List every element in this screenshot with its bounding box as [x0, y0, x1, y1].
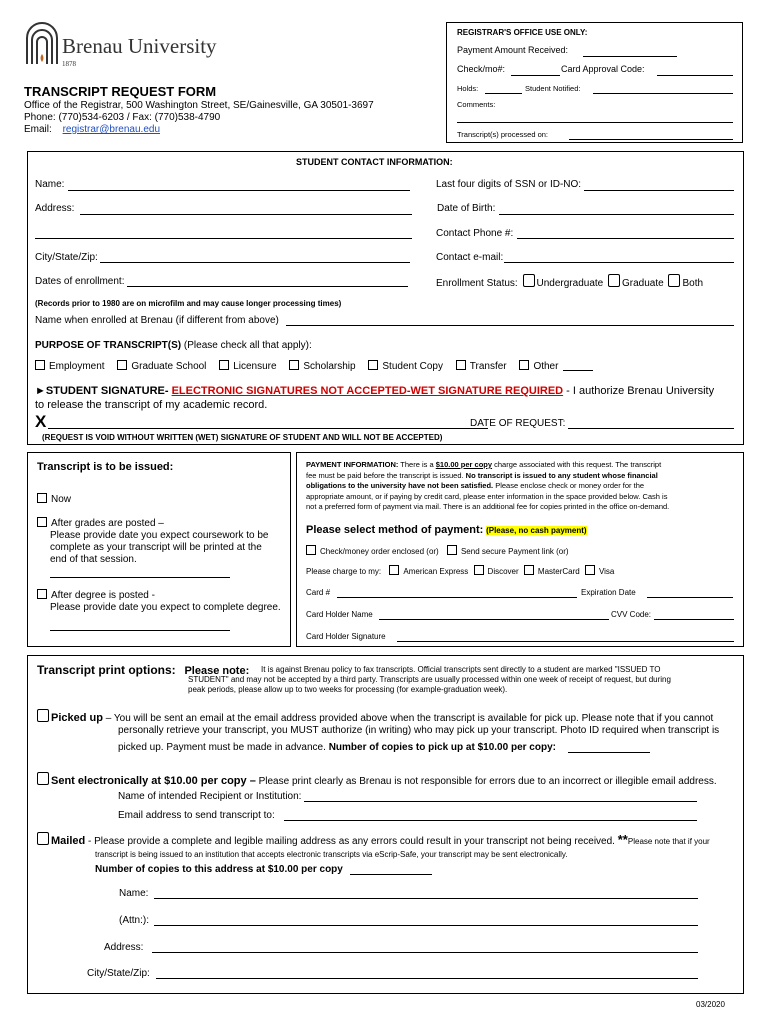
university-logo — [24, 20, 229, 70]
contact-phone-label: Contact Phone #: — [436, 228, 514, 239]
after-degree-date-field[interactable] — [50, 630, 230, 631]
mail-address-label: Address: — [104, 942, 144, 953]
pickup-text-3-row — [118, 742, 556, 753]
date-of-request-field[interactable] — [568, 428, 734, 429]
electronic-checkbox[interactable] — [37, 772, 49, 785]
dates-enrollment-label: Dates of enrollment: — [35, 276, 125, 287]
payment-info — [306, 460, 738, 513]
both-checkbox[interactable] — [668, 274, 680, 287]
visa-checkbox[interactable] — [585, 565, 595, 575]
payment-info-text: charge associated with this request. The transcript — [492, 460, 662, 469]
after-degree-checkbox[interactable] — [37, 589, 47, 599]
card-number-label: Card # — [306, 588, 331, 597]
now-option — [37, 493, 71, 505]
purpose-title: PURPOSE OF TRANSCRIPT(S) — [35, 340, 182, 351]
employment-label: Employment — [49, 361, 105, 372]
print-note-line: It is against Brenau policy to fax transcripts. Official transcripts sent directly to a student are marked "ISSUED TO — [261, 665, 661, 674]
mailed-label: Mailed — [51, 835, 86, 847]
fee-amount: $10.00 per copy — [435, 460, 493, 469]
registrar-phone: Phone: (770)534-6203 / Fax: (770)538-4790 — [24, 112, 221, 123]
contact-title: STUDENT CONTACT INFORMATION: — [296, 157, 453, 167]
print-options-title: Transcript print options: — [37, 663, 176, 677]
amex-label: American Express — [403, 567, 469, 576]
amex-checkbox[interactable] — [389, 565, 399, 575]
student-notified-label: Student Notified: — [525, 84, 581, 93]
after-grades-label: After grades are posted – — [51, 518, 164, 529]
registrar-email-row — [24, 124, 160, 135]
purpose-instruction: (Please check all that apply): — [183, 340, 312, 351]
other-label: Other — [533, 361, 559, 372]
payment-info-text: appropriate amount, or if paying by credit card, please enter information in the space provided below. Cash is — [306, 491, 668, 501]
transfer-checkbox[interactable] — [456, 360, 466, 370]
pickup-copies-label: Number of copies to pick up at $10.00 per copy: — [328, 742, 556, 753]
graduate-school-label: Graduate School — [131, 361, 207, 372]
card-approval-line[interactable] — [657, 75, 733, 76]
check-line[interactable] — [511, 75, 560, 76]
employment-checkbox[interactable] — [35, 360, 45, 370]
now-label: Now — [51, 494, 72, 505]
processed-on-label: Transcript(s) processed on: — [457, 130, 549, 139]
other-field[interactable] — [563, 370, 593, 371]
email-send-field[interactable] — [284, 820, 697, 821]
mail-city-state-zip-label: City/State/Zip: — [87, 968, 150, 979]
mail-name-field[interactable] — [154, 898, 698, 899]
please-note-label: Please note: — [184, 665, 250, 677]
payment-info-text: Please enclose check or money order for the — [493, 481, 645, 490]
after-grades-date-field[interactable] — [50, 577, 230, 578]
payment-warning: No transcript is issued to any student whose financial — [465, 470, 658, 480]
no-cash-note: (Please, no cash payment) — [486, 526, 587, 535]
electronic-row — [37, 772, 717, 787]
undergraduate-checkbox[interactable] — [523, 274, 535, 287]
void-note: (REQUEST IS VOID WITHOUT WRITTEN (WET) SIGNATURE OF STUDENT AND WILL NOT BE ACCEPTED) — [42, 433, 443, 442]
other-checkbox[interactable] — [519, 360, 529, 370]
pickup-copies-field[interactable] — [568, 752, 650, 753]
name-field[interactable] — [68, 190, 410, 191]
recipient-label: Name of intended Recipient or Institution: — [118, 791, 302, 802]
signature-prefix: ►STUDENT SIGNATURE- — [35, 385, 169, 397]
mailed-row — [37, 832, 710, 847]
check-enclosed-label: Check/money order enclosed (or) — [320, 547, 439, 556]
send-link-label: Send secure Payment link (or) — [460, 547, 569, 556]
payment-received-label: Payment Amount Received: — [457, 45, 569, 55]
registrar-email-link[interactable]: registrar@brenau.edu — [62, 124, 161, 135]
after-grades-checkbox[interactable] — [37, 517, 47, 527]
comments-line[interactable] — [457, 122, 733, 123]
issue-box — [27, 452, 291, 647]
check-row — [457, 64, 505, 74]
comments-label: Comments: — [457, 100, 496, 109]
city-state-zip-label: City/State/Zip: — [35, 252, 98, 263]
print-note-line: STUDENT" and may not be accepted by a third party. Transcripts are usually processed within one week of receipt of request, but during — [188, 675, 671, 684]
student-contact-box — [27, 151, 744, 445]
send-link-checkbox[interactable] — [447, 545, 457, 555]
discover-label: Discover — [487, 567, 519, 576]
student-copy-label: Student Copy — [382, 361, 443, 372]
scholarship-label: Scholarship — [303, 361, 356, 372]
cvv-label: CVV Code: — [611, 610, 652, 619]
licensure-checkbox[interactable] — [219, 360, 229, 370]
address-line-2[interactable] — [35, 238, 412, 239]
payment-info-text: There is a — [398, 460, 436, 469]
electronic-text: Please print clearly as Brenau is not responsible for errors due to an incorrect or illegible email address. — [255, 776, 717, 787]
mailed-stars: ** — [617, 832, 628, 847]
pickup-text: – You will be sent an email at the email address provided above when the transcript is available for pick up. Please note that if you cannot — [102, 713, 714, 724]
payment-info-label: PAYMENT INFORMATION: — [306, 460, 399, 469]
arch-logo-icon — [24, 20, 60, 66]
licensure-label: Licensure — [233, 361, 277, 372]
address-label: Address: — [35, 203, 75, 214]
after-grades-desc-1: Please provide date you expect coursework to be — [50, 530, 269, 541]
office-use-box — [446, 22, 743, 143]
mail-copies-label: Number of copies to this address at $10.00 per copy — [95, 864, 343, 875]
holder-sig-label: Card Holder Signature — [306, 632, 386, 641]
signature-x-mark: X — [35, 412, 47, 431]
scholarship-checkbox[interactable] — [289, 360, 299, 370]
cvv-field[interactable] — [654, 619, 734, 620]
card-approval-label: Card Approval Code: — [561, 64, 645, 74]
holder-name-label: Card Holder Name — [306, 610, 373, 619]
pickup-text-2: personally retrieve your transcript, you MUST authorize (in writing) who may pick up your transcript. Photo ID required when transcript is — [118, 725, 720, 736]
university-name: Brenau University — [62, 34, 217, 58]
mailed-note-2: transcript is being issued to an institution that accepts electronic transcripts via eScrip-Safe, your transcript may be sent electronically. — [95, 850, 568, 859]
signature-text-2: to release the transcript of my academic record. — [35, 399, 268, 411]
mail-name-label: Name: — [119, 888, 149, 899]
dates-enrollment-field[interactable] — [127, 286, 408, 287]
holds-label: Holds: — [457, 84, 479, 93]
pickup-label: Picked up — [51, 712, 103, 724]
pickup-checkbox[interactable] — [37, 709, 49, 722]
after-degree-desc: Please provide date you expect to complete degree. — [50, 602, 281, 613]
contact-email-field[interactable] — [504, 262, 734, 263]
processed-on-line[interactable] — [569, 139, 733, 140]
discover-checkbox[interactable] — [474, 565, 484, 575]
microfilm-note: (Records prior to 1980 are on microfilm and may cause longer processing times) — [35, 299, 342, 308]
address-field[interactable] — [80, 214, 412, 215]
form-title: TRANSCRIPT REQUEST FORM — [24, 84, 217, 99]
payment-info-text: not a preferred form of payment via mail. There is an additional fee for copies printed in the office on-demand. — [306, 502, 670, 511]
mail-copies-field[interactable] — [350, 874, 432, 875]
after-grades-desc-3: end of that session. — [50, 554, 137, 565]
method-options — [306, 545, 569, 556]
electronic-label: Sent electronically at $10.00 per copy – — [51, 775, 256, 787]
holder-name-field[interactable] — [379, 619, 609, 620]
after-degree-label: After degree is posted - — [51, 590, 155, 601]
student-copy-checkbox[interactable] — [368, 360, 378, 370]
both-label: Both — [682, 278, 704, 289]
print-note-line: peak periods, please allow up to two weeks for processing (for example-graduation week). — [188, 685, 508, 694]
mail-attn-label: (Attn:): — [119, 915, 150, 926]
after-degree-option — [37, 589, 155, 601]
founding-year: 1878 — [62, 60, 76, 68]
registrar-address: Office of the Registrar, 500 Washington Street, SE/Gainesville, GA 30501-3697 — [24, 100, 374, 111]
check-enclosed-checkbox[interactable] — [306, 545, 316, 555]
enrollment-status-label: Enrollment Status: — [436, 278, 518, 289]
mail-city-state-zip-field[interactable] — [156, 978, 698, 979]
payment-received-row — [457, 45, 568, 55]
purpose-options — [35, 360, 558, 372]
mailed-note: Please note that if your — [627, 837, 710, 846]
method-title-row — [306, 524, 587, 536]
form-revision-date: 03/2020 — [696, 1000, 725, 1009]
name-label: Name: — [35, 179, 65, 190]
undergraduate-label: Undergraduate — [536, 278, 604, 289]
ssn-label: Last four digits of SSN or ID-NO: — [436, 179, 582, 190]
payment-received-line[interactable] — [583, 56, 677, 57]
holder-sig-field[interactable] — [397, 641, 734, 642]
payment-warning: obligations to the university have not been satisfied. — [306, 481, 494, 490]
check-label: Check/mo#: — [457, 64, 506, 74]
charge-to-label: Please charge to my: — [306, 567, 382, 576]
graduate-checkbox[interactable] — [608, 274, 620, 287]
graduate-school-checkbox[interactable] — [117, 360, 127, 370]
payment-box — [296, 452, 744, 647]
pickup-text-3: picked up. Payment must be made in advance. — [118, 742, 329, 753]
office-use-title: REGISTRAR'S OFFICE USE ONLY: — [457, 28, 588, 37]
issue-title: Transcript is to be issued: — [37, 461, 174, 473]
recipient-field[interactable] — [304, 801, 697, 802]
card-number-field[interactable] — [337, 597, 577, 598]
payment-info-text: fee must be paid before the transcript is issued. — [306, 470, 466, 480]
now-checkbox[interactable] — [37, 493, 47, 503]
print-options-box — [27, 655, 744, 994]
after-grades-desc-2: complete as your transcript will be printed at the — [50, 542, 262, 553]
contact-email-label: Contact e-mail: — [436, 252, 504, 263]
method-title: Please select method of payment: — [306, 524, 484, 536]
city-state-zip-field[interactable] — [100, 262, 410, 263]
signature-warning: ELECTRONIC SIGNATURES NOT ACCEPTED-WET SIGNATURE REQUIRED — [171, 385, 564, 397]
visa-label: Visa — [598, 567, 615, 576]
card-type-row — [306, 565, 614, 576]
enrollment-status-row — [436, 274, 703, 289]
mastercard-checkbox[interactable] — [524, 565, 534, 575]
mailed-checkbox[interactable] — [37, 832, 49, 845]
after-grades-option — [37, 517, 164, 529]
student-notified-line[interactable] — [593, 93, 733, 94]
expiration-field[interactable] — [647, 597, 733, 598]
graduate-label: Graduate — [622, 278, 664, 289]
transfer-label: Transfer — [469, 361, 507, 372]
mailed-text: - Please provide a complete and legible mailing address as any errors could result in your transcript not being received. — [85, 836, 615, 847]
date-of-request-label: DATE OF REQUEST: — [470, 418, 566, 429]
mail-attn-field[interactable] — [154, 925, 698, 926]
mastercard-label: MasterCard — [537, 567, 580, 576]
signature-field[interactable] — [48, 428, 488, 429]
signature-line-1 — [35, 385, 714, 397]
print-note — [188, 665, 740, 695]
expiration-label: Expiration Date — [581, 588, 636, 597]
ssn-field[interactable] — [584, 190, 734, 191]
email-label: Email: — [24, 124, 52, 135]
mail-address-field[interactable] — [152, 952, 698, 953]
email-send-label: Email address to send transcript to: — [118, 810, 275, 821]
pickup-row — [37, 709, 713, 724]
holds-line[interactable] — [485, 93, 522, 94]
name-when-enrolled-label: Name when enrolled at Brenau (if different from above) — [35, 315, 279, 326]
dob-label: Date of Birth: — [437, 203, 496, 214]
name-when-enrolled-field[interactable] — [286, 325, 734, 326]
purpose-row — [35, 340, 312, 351]
dob-field[interactable] — [499, 214, 734, 215]
signature-text-1: - I authorize Brenau University — [563, 385, 715, 397]
contact-phone-field[interactable] — [517, 238, 734, 239]
